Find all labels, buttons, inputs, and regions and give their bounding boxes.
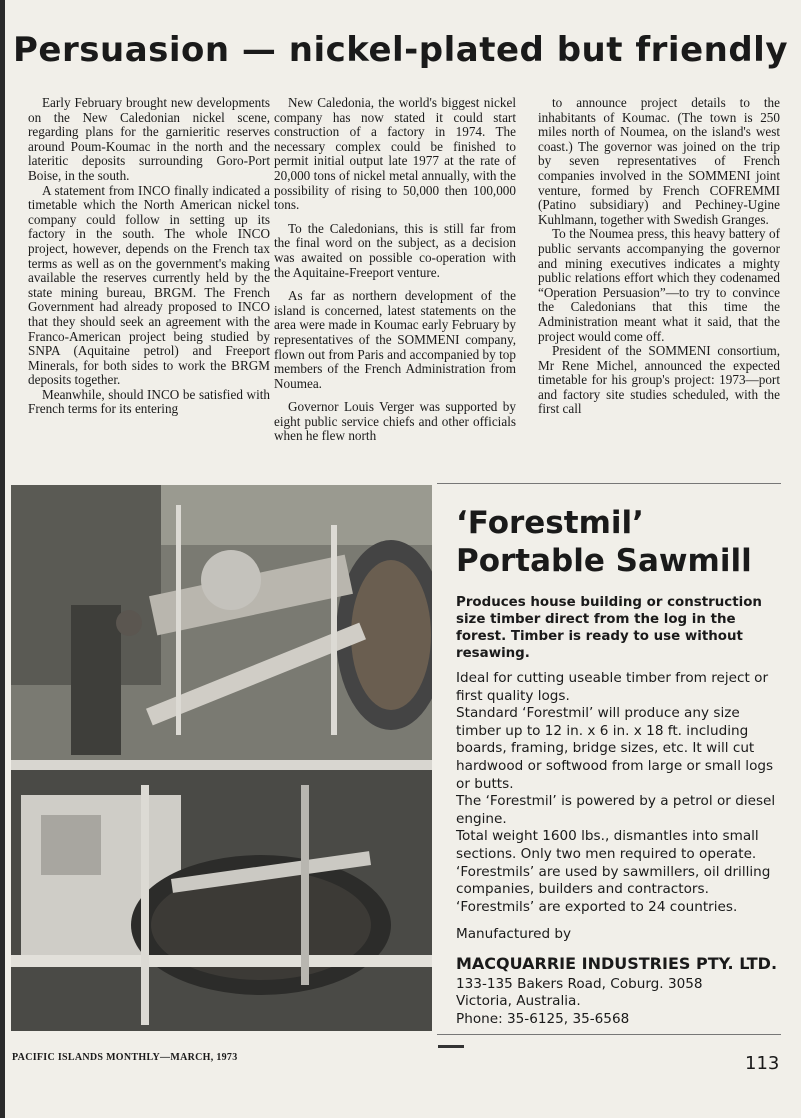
page-spine: [0, 0, 5, 1118]
ad-address-line: Victoria, Australia.: [456, 993, 581, 1010]
sawmill-photo-illustration: [11, 485, 432, 1031]
ad-phone: Phone: 35-6125, 35-6568: [456, 1010, 630, 1027]
article-paragraph: Governor Louis Verger was supported by eight public service chiefs and other officials when he flew north: [274, 399, 516, 444]
article-column-2: [274, 96, 516, 444]
ad-lead-text: Produces house building or construction size timber direct from the log in the forest. Timber is ready to use without resawing.: [456, 595, 762, 661]
ad-title-product: Portable Sawmill: [456, 543, 752, 579]
ad-company-name: MACQUARRIE INDUSTRIES PTY. LTD.: [456, 954, 778, 973]
article-column-1: [28, 96, 270, 417]
article-paragraph: As far as northern development of the island is concerned, latest statements on the area were made in Koumac early February by representatives of the SOMMENI company, flown out from Paris and accompanied by top members of the French Administration from Noumea.: [274, 288, 516, 391]
article-paragraph: A statement from INCO finally indicated a timetable which the North American nickel company could follow in setting up its factory in the south. The whole INCO project, however, depends on the French tax terms as well as on the government's making available the reserves currently held by the state mining bureau, BRGM. The French Government had already proposed to INCO that they should seek an agreement with the Franco-American project being studied by SNPA (Aquitaine petrol) and Freeport Minerals, for both sides to work the BRGM deposits together.: [28, 182, 270, 388]
article-paragraph: President of the SOMMENI consortium, Mr Rene Michel, announced the expected timetable for his group's project: 1973—port and factory site studies scheduled, with the first call: [538, 343, 780, 417]
ad-body: [456, 670, 782, 916]
article-paragraph: Meanwhile, should INCO be satisfied with French terms for its entering: [28, 386, 270, 417]
article-column-3: [538, 96, 780, 417]
sawmill-photo: [11, 485, 432, 1031]
ad-body-paragraph: The ‘Forestmil’ is powered by a petrol or diesel engine.: [456, 793, 776, 827]
forestmil-advertisement: [437, 483, 781, 1035]
ad-address-line: 133-135 Bakers Road, Coburg. 3058: [456, 976, 703, 992]
ad-address: [456, 976, 703, 1028]
article-paragraph: to announce project details to the inhabitants of Koumac. (The town is 250 miles north of Noumea, on the island's west coast.) The governor was joined on the trip by seven representatives of French companies involved in the SOMMENI joint venture, formed by French COFREMMI (Patino subsidiary) and Pechiney-Ugine Kuhlmann, together with Swedish Granges.: [538, 95, 780, 227]
ad-body-paragraph: Total weight 1600 lbs., dismantles into small sections. Only two men required to operate. ‘Forestmils’ are used by sawmillers, oil drilling companies, builders and contractors.: [456, 828, 771, 898]
ad-body-paragraph: Ideal for cutting useable timber from reject or first quality logs.: [456, 670, 769, 704]
article-paragraph: Early February brought new developments on the New Caledonian nickel scene, regarding plans for the garnieritic reserves around Poum-Koumac in the north and the lateritic deposits surrounding Goro-Port Boise, in the south.: [28, 95, 270, 183]
article-paragraph: To the Caledonians, this is still far from the final word on the subject, as a decision was awaited on possible co-operation with the Aquitaine-Freeport venture.: [274, 220, 516, 280]
ad-title-brand: ‘Forestmil’: [456, 505, 644, 541]
footer-mark: [438, 1045, 464, 1048]
ad-body-paragraph: Standard ‘Forestmil’ will produce any size timber up to 12 in. x 6 in. x 18 ft. including boards, framing, bridge sizes, etc. It will cut hardwood or softwood from large or small logs or butts.: [456, 705, 774, 792]
page-number: 113: [745, 1053, 780, 1074]
footer-publication: PACIFIC ISLANDS MONTHLY—MARCH, 1973: [12, 1052, 238, 1063]
ad-manufactured-by: Manufactured by: [456, 926, 572, 942]
ad-title: [456, 504, 752, 580]
article-paragraph: To the Noumea press, this heavy battery of public servants accompanying the governor and mining executives indicates a mighty public relations effort which they codenamed “Operation Persuasion”—to try to convince the Caledonians that this time the Administration meant what it said, that the project would come off.: [538, 226, 780, 344]
ad-body-paragraph: ‘Forestmils’ are exported to 24 countries.: [456, 898, 738, 915]
page-headline: Persuasion — nickel-plated but friendly: [13, 30, 788, 70]
article-paragraph: New Caledonia, the world's biggest nickel company has now stated it could start construction of a factory in 1974. The necessary complex could be finished to permit initial output late 1977 at the rate of 20,000 tons of nickel metal annually, with the possibility of rising to 50,000 then 100,000 tons.: [274, 95, 516, 213]
